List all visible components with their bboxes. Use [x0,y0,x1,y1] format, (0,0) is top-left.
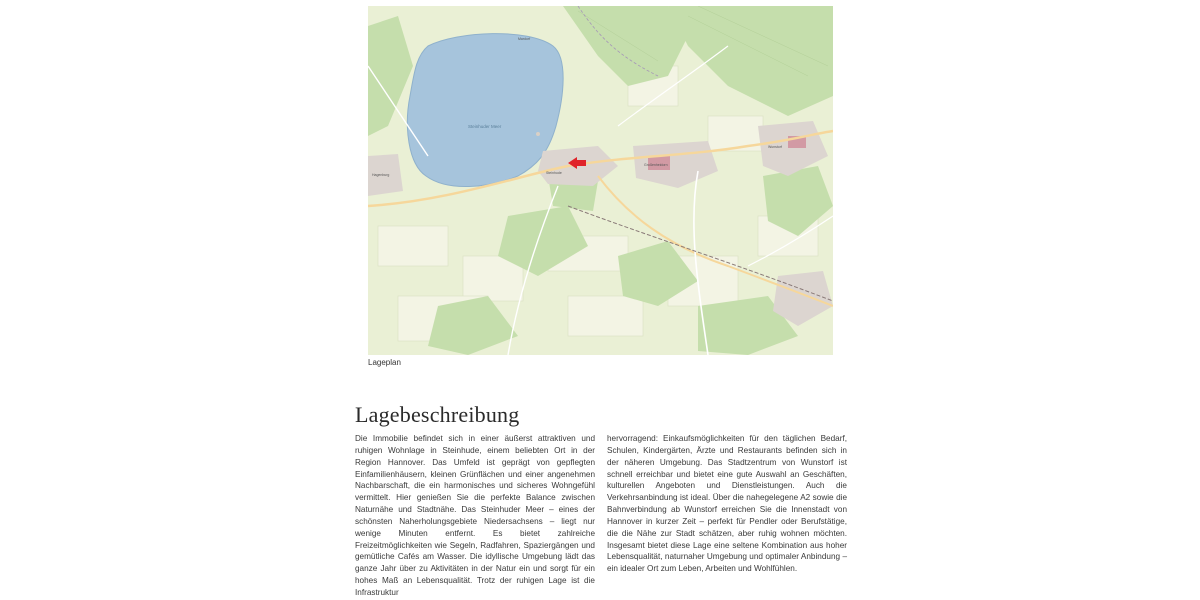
label-town-west: Hagenburg [372,173,390,177]
section-title: Lagebeschreibung [355,402,520,427]
label-town-main: Steinhude [546,171,562,175]
description-column-right: hervorragend: Einkaufsmöglichkeiten für den täglichen Bedarf, Schulen, Kindergärten, Ärzte und Restaurants befinden sich in der näheren Umgebung. Das Stadtzentrum von Wunstorf ist schnell erreichbar und bietet eine gute Auswahl an Geschäften, kulturellen Angeboten und Dienstleistungen. Auch die Verkehrsanbindung ist ideal. Über die nahegelegene A2 sowie die Bahnverbindung ab Wunstorf erreichen Sie die Innenstadt von Hannover in kurzer Zeit – perfekt für Pendler oder Berufstätige, die die Nähe zur Stadt schätzen, aber ruhig wohnen möchten. Insgesamt bietet diese Lage eine seltene Kombination aus hoher Lebensqualität, naturnaher Umgebung und optimaler Anbindung – ein idealer Ort zum Leben, Arbeiten und Wohlfühlen. [607,434,847,574]
map-caption: Lageplan [368,358,401,367]
description-column-left: Die Immobilie befindet sich in einer äußerst attraktiven und ruhigen Wohnlage in Steinhude, einem beliebten Ort in der Region Hannover. Das Umfeld ist geprägt von gepflegten Einfamilienhäusern, kleinen Grünflächen und einer angenehmen Nachbarschaft, die ein harmonisches und sicheres Wohngefühl vermittelt. Hier genießen Sie die perfekte Balance zwischen Naturnähe und Stadtnähe. Das Steinhuder Meer – eines der schönsten Naherholungsgebiete Niedersachsens – liegt nur wenige Minuten entfernt. Es bietet zahlreiche Freizeitmöglichkeiten wie Segeln, Radfahren, Spaziergängen und gemütliche Cafés am Wasser. Die idyllische Umgebung lädt das ganze Jahr über zu Aktivitäten in der Natur ein und sorgt für ein hohes Maß an Lebensqualität. Trotz der ruhigen Lage ist die Infrastruktur [355,434,595,597]
label-lake: Steinhuder Meer [468,124,502,129]
label-town-north: Mardorf [518,37,531,41]
label-town-east: Wunstorf [768,145,782,149]
location-map [368,6,833,355]
map-graphic [368,6,833,355]
island [536,132,540,136]
label-town-south: Großenheidorn [644,163,668,167]
